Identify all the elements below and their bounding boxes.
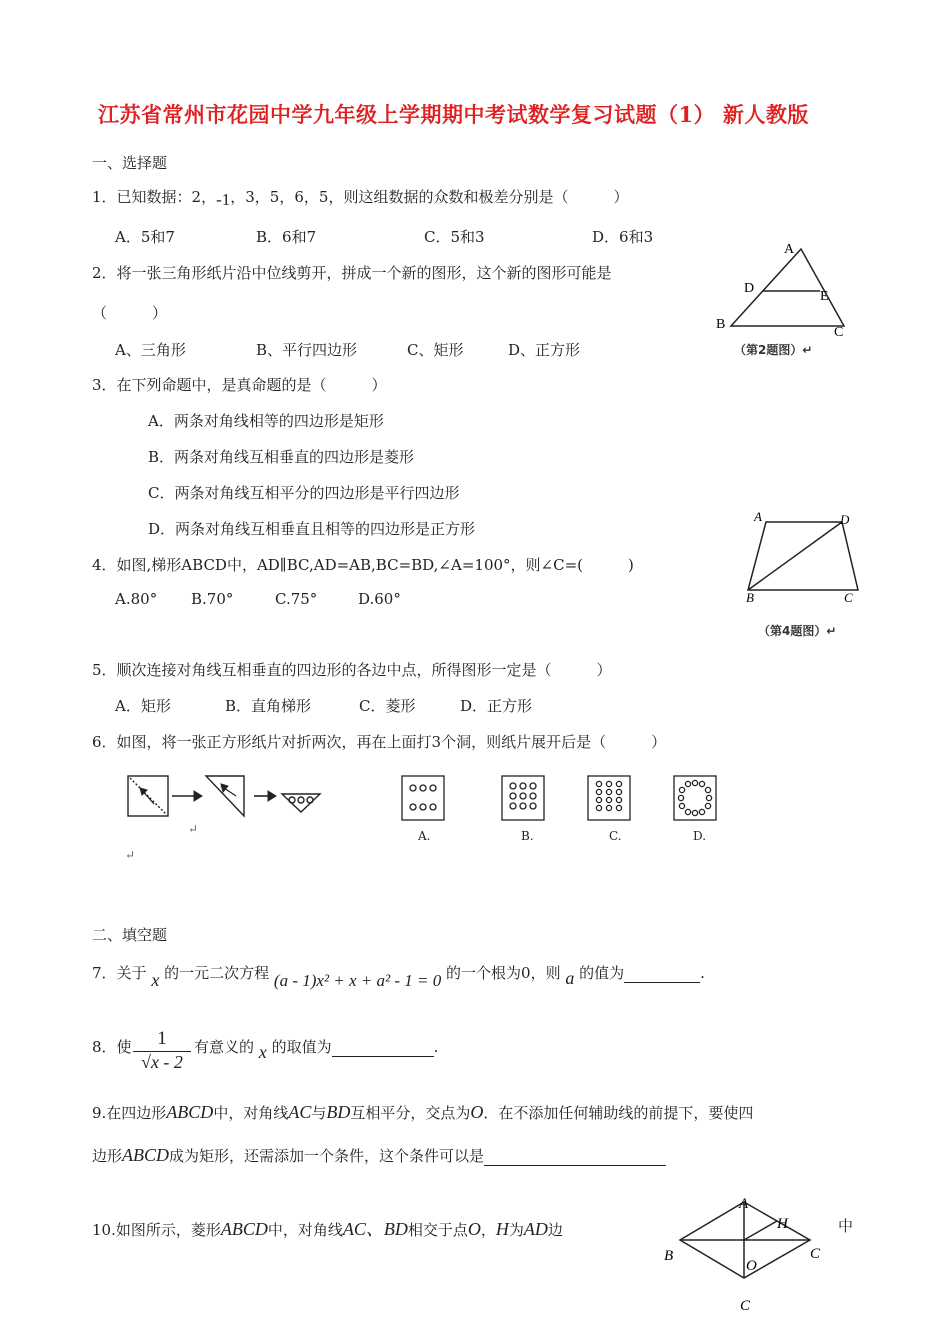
q8-text-a: 8．使 [92,1038,132,1056]
label-a: A [739,1196,749,1212]
question-1-options [115,226,653,247]
q10-text-d: ， [480,1221,496,1239]
q9-answer-blank[interactable] [484,1165,666,1166]
label-c-bottom: C [740,1298,751,1314]
trapezoid-abcd [748,522,858,590]
q8-fraction [133,1028,191,1073]
option-b[interactable]: B、平行四边形 [256,341,358,359]
segment-oh [744,1221,777,1240]
question-2-options [115,339,580,360]
question-6-text: 6．如图，将一张正方形纸片对折两次，再在上面打3个洞，则纸片展开后是（ ） [92,733,667,751]
fold-line-diagonal [130,778,166,814]
question-10-line-1 [92,1215,563,1241]
section-heading-choice: 一、选择题 [92,154,168,172]
figure-question-6-folding [120,770,330,822]
question-2-paren: （ ） [92,304,168,322]
question-8-rest [194,1036,439,1062]
question-1-text-a: 1．已知数据：2， [92,188,217,206]
q10-abcd: ABCD [220,1219,268,1239]
q8-text-b: 有意义的 [194,1038,255,1056]
question-1-negative-one: -1 [216,190,231,209]
q8-numerator: 1 [133,1028,191,1052]
option-c[interactable]: C、矩形 [407,341,464,359]
q10-text-c: 相交于点 [407,1221,468,1239]
q10-ac-bd: AC、BD [342,1219,408,1239]
option-d[interactable]: D.60° [358,590,401,608]
q10-text-f: 边 [547,1221,563,1239]
q8-var-x: x [258,1042,267,1062]
figure-question-4 [738,508,868,608]
q9-text-c: 与 [311,1104,327,1122]
figure-question-10 [660,1192,830,1322]
option-a[interactable]: A．矩形 [115,697,171,715]
hole-2 [298,797,304,803]
option-a[interactable]: A、三角形 [115,341,186,359]
q7-text-b: 的一元二次方程 [164,964,270,982]
option-c[interactable]: C．5和3 [424,228,485,246]
question-9-line-2 [92,1145,666,1166]
choice-label-b[interactable]: B. [521,829,534,843]
q10-ad: AD [523,1219,548,1239]
question-3-option-a[interactable]: A．两条对角线相等的四边形是矩形 [148,412,384,430]
q7-text-c: 的一个根为0，则 [446,964,561,982]
hole-1 [289,797,295,803]
option-b[interactable]: B.70° [191,590,234,608]
option-b[interactable]: B．直角梯形 [225,697,312,715]
question-7 [92,962,705,990]
label-c: C [810,1246,821,1262]
q9-o: O [470,1102,484,1122]
q9-text-b: 中，对角线 [213,1104,289,1122]
q10-text-e: 为 [508,1221,524,1239]
q10-text-b: 中，对角线 [267,1221,343,1239]
label-b: B [664,1248,674,1264]
question-3-text: 3．在下列命题中，是真命题的是（ ） [92,376,387,394]
q9-abcd-2: ABCD [122,1145,170,1165]
q10-h: H [495,1219,509,1239]
option-b[interactable]: B．6和7 [256,228,317,246]
question-3-option-c[interactable]: C．两条对角线互相平分的四边形是平行四边形 [148,484,460,502]
question-8 [92,1036,132,1057]
caption-figure-4: （第4题图）↵ [758,624,837,638]
label-h: H [777,1216,788,1232]
label-c: C [844,590,853,605]
q8-denominator: √x - 2 [141,1052,183,1072]
q7-text-a: 7．关于 [92,964,147,982]
question-9-line-1 [92,1102,753,1123]
label-d: D [744,281,755,296]
question-3-option-b[interactable]: B．两条对角线互相垂直的四边形是菱形 [148,448,415,466]
figure-question-6-choices [398,774,728,824]
q8-answer-blank[interactable] [332,1056,434,1057]
label-o: O [746,1258,757,1274]
option-c[interactable]: C.75° [275,590,318,608]
q10-o: O [467,1219,481,1239]
option-d[interactable]: D、正方形 [508,341,581,359]
q8-text-c: 的取值为 [271,1038,332,1056]
q8-period: . [433,1038,439,1056]
question-4-options [115,590,401,608]
choice-label-a[interactable]: A. [418,829,431,843]
return-mark-2: ↵ [125,848,136,862]
question-5-text: 5．顺次连接对角线互相垂直的四边形的各边中点，所得图形一定是（ ） [92,661,612,679]
label-a: A [784,242,795,257]
question-3-option-d[interactable]: D．两条对角线互相垂直且相等的四边形是正方形 [148,520,476,538]
caption-figure-2: （第2题图）↵ [734,343,813,357]
question-5-options [115,695,532,716]
q7-equation: (a - 1)x² + x + a² - 1 = 0 [273,971,442,990]
q7-text-d: 的值为 [579,964,625,982]
option-a[interactable]: A.80° [115,590,158,608]
q7-var-a: a [565,968,575,988]
q9-text-a: 9.在四边形 [92,1104,167,1122]
q9-text-d: 互相平分，交点为 [350,1104,471,1122]
choice-a-square [402,776,444,820]
q9-ac: AC [288,1102,312,1122]
question-2-text: 2．将一张三角形纸片沿中位线剪开，拼成一个新的图形，这个新的图形可能是 [92,264,612,282]
question-1 [92,186,628,207]
label-b: B [746,590,754,605]
label-b: B [716,317,726,332]
hole-3 [307,797,313,803]
q9-text-f: 边形 [92,1147,123,1165]
diagonal-bd [748,522,842,590]
option-c[interactable]: C．菱形 [359,697,416,715]
q9-text-e: ．在不添加任何辅助线的前提下，要使四 [483,1104,754,1122]
paper-folded-once [206,776,244,816]
label-a: A [754,509,762,524]
arrow-right-icon [194,791,202,801]
choice-label-d[interactable]: D. [693,829,707,843]
section-heading-fill: 二、填空题 [92,926,168,944]
q7-var-x: x [151,970,160,990]
q9-bd: BD [326,1102,351,1122]
option-d[interactable]: D．6和3 [592,228,654,246]
question-4-text: 4．如图,梯形ABCD中，AD∥BC,AD=AB,BC=BD,∠A=100°，则∠C=( ) [92,556,634,574]
page-title: 江苏省常州市花园中学九年级上学期期中考试数学复习试题（1） 新人教版 [98,102,809,127]
option-d[interactable]: D．正方形 [460,697,533,715]
question-1-text-b: ，3，5，6，5，则这组数据的众数和极差分别是（ ） [230,188,629,206]
return-mark-1: ↵ [188,822,199,836]
arrow-right-icon-2 [268,791,276,801]
choice-label-c[interactable]: C. [609,829,622,843]
q9-text-g: 成为矩形，还需添加一个条件，这个条件可以是 [169,1147,485,1165]
choice-d-square [674,776,716,820]
label-c: C [834,325,844,340]
fold-arrow-head-2 [221,784,228,792]
q9-abcd: ABCD [166,1102,214,1122]
option-a[interactable]: A．5和7 [115,228,175,246]
q7-answer-blank[interactable] [624,982,700,983]
label-d: D [840,512,850,527]
q10-text-a: 10.如图所示，菱形 [92,1221,221,1239]
q7-period: . [700,964,705,982]
q10-text-g: 中 [838,1217,854,1235]
label-e: E [820,289,829,304]
